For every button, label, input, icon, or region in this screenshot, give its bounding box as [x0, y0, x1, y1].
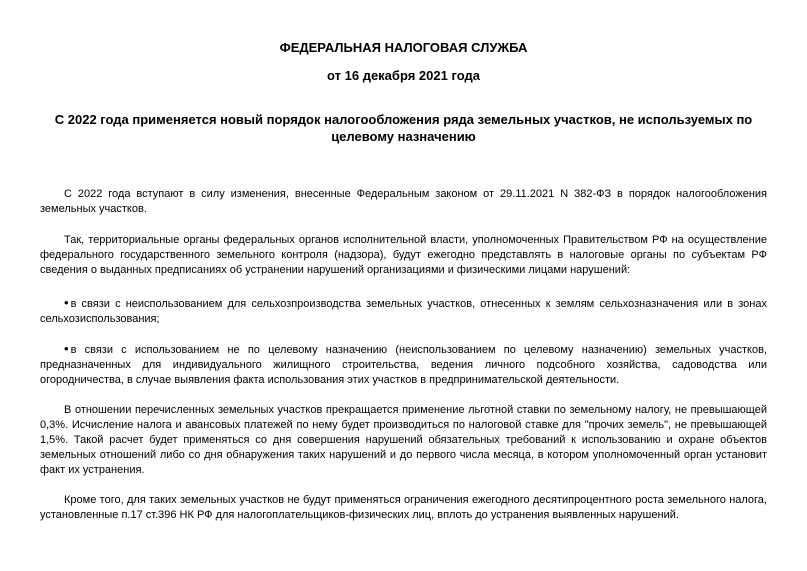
agency-name: ФЕДЕРАЛЬНАЯ НАЛОГОВАЯ СЛУЖБА — [279, 40, 528, 55]
bullet-item-misuse — [40, 341, 767, 388]
bullet-text: в связи с неиспользованием для сельхозпроизводства земельных участков, отнесенных к землям сельхозназначения или в зонах сельхозиспользования; — [40, 298, 767, 325]
bullet-text: в связи с использованием не по целевому назначению (неиспользованием по целевому назначению) земельных участков, предназначенных для индивидуального жилищного строительства, ведения личного подсобного хозяйства, садоводства или огородничества, в случае выявления факта использования этих участков в предпринимательской деятельности. — [40, 344, 767, 386]
paragraph-tax-rate: В отношении перечисленных земельных участков прекращается применение льготной ставки по земельному налогу, не превышающей 0,3%. Исчисление налога и авансовых платежей по нему будет производиться по налоговой ставке для "прочих земель", не превышающей 1,5%. Такой расчет будет применяться со дня совершения нарушений обязательных требований к использованию и охране объектов земельных отношений либо со дня обнаружения таких нарушений и до первого числа месяца, в котором уполномоченный орган установит факт их устранения. — [40, 404, 767, 476]
paragraph-intro: С 2022 года вступают в силу изменения, внесенные Федеральным законом от 29.11.2021 N 382-ФЗ в порядок налогообложения земельных участков. — [40, 188, 767, 215]
document-date: от 16 декабря 2021 года — [327, 68, 480, 83]
document-title: С 2022 года применяется новый порядок налогообложения ряда земельных участков, не используемых по целевому назначению — [54, 112, 753, 144]
paragraph-authorities: Так, территориальные органы федеральных органов исполнительной власти, уполномоченных Правительством РФ на осуществление федерального государственного земельного контроля (надзора), будут ежегодно представлять в налоговые органы по субъектам РФ сведения о выданных предписаниях об устранении нарушений организациями и физическими лицами нарушений: — [40, 234, 767, 276]
paragraph-limitations: Кроме того, для таких земельных участков не будут применяться ограничения ежегодного десятипроцентного роста земельного налога, установленные п.17 ст.396 НК РФ для налогоплательщиков-физических лиц, вплоть до устранения выявленных нарушений. — [40, 494, 767, 521]
bullet-item-agricultural — [40, 295, 767, 327]
